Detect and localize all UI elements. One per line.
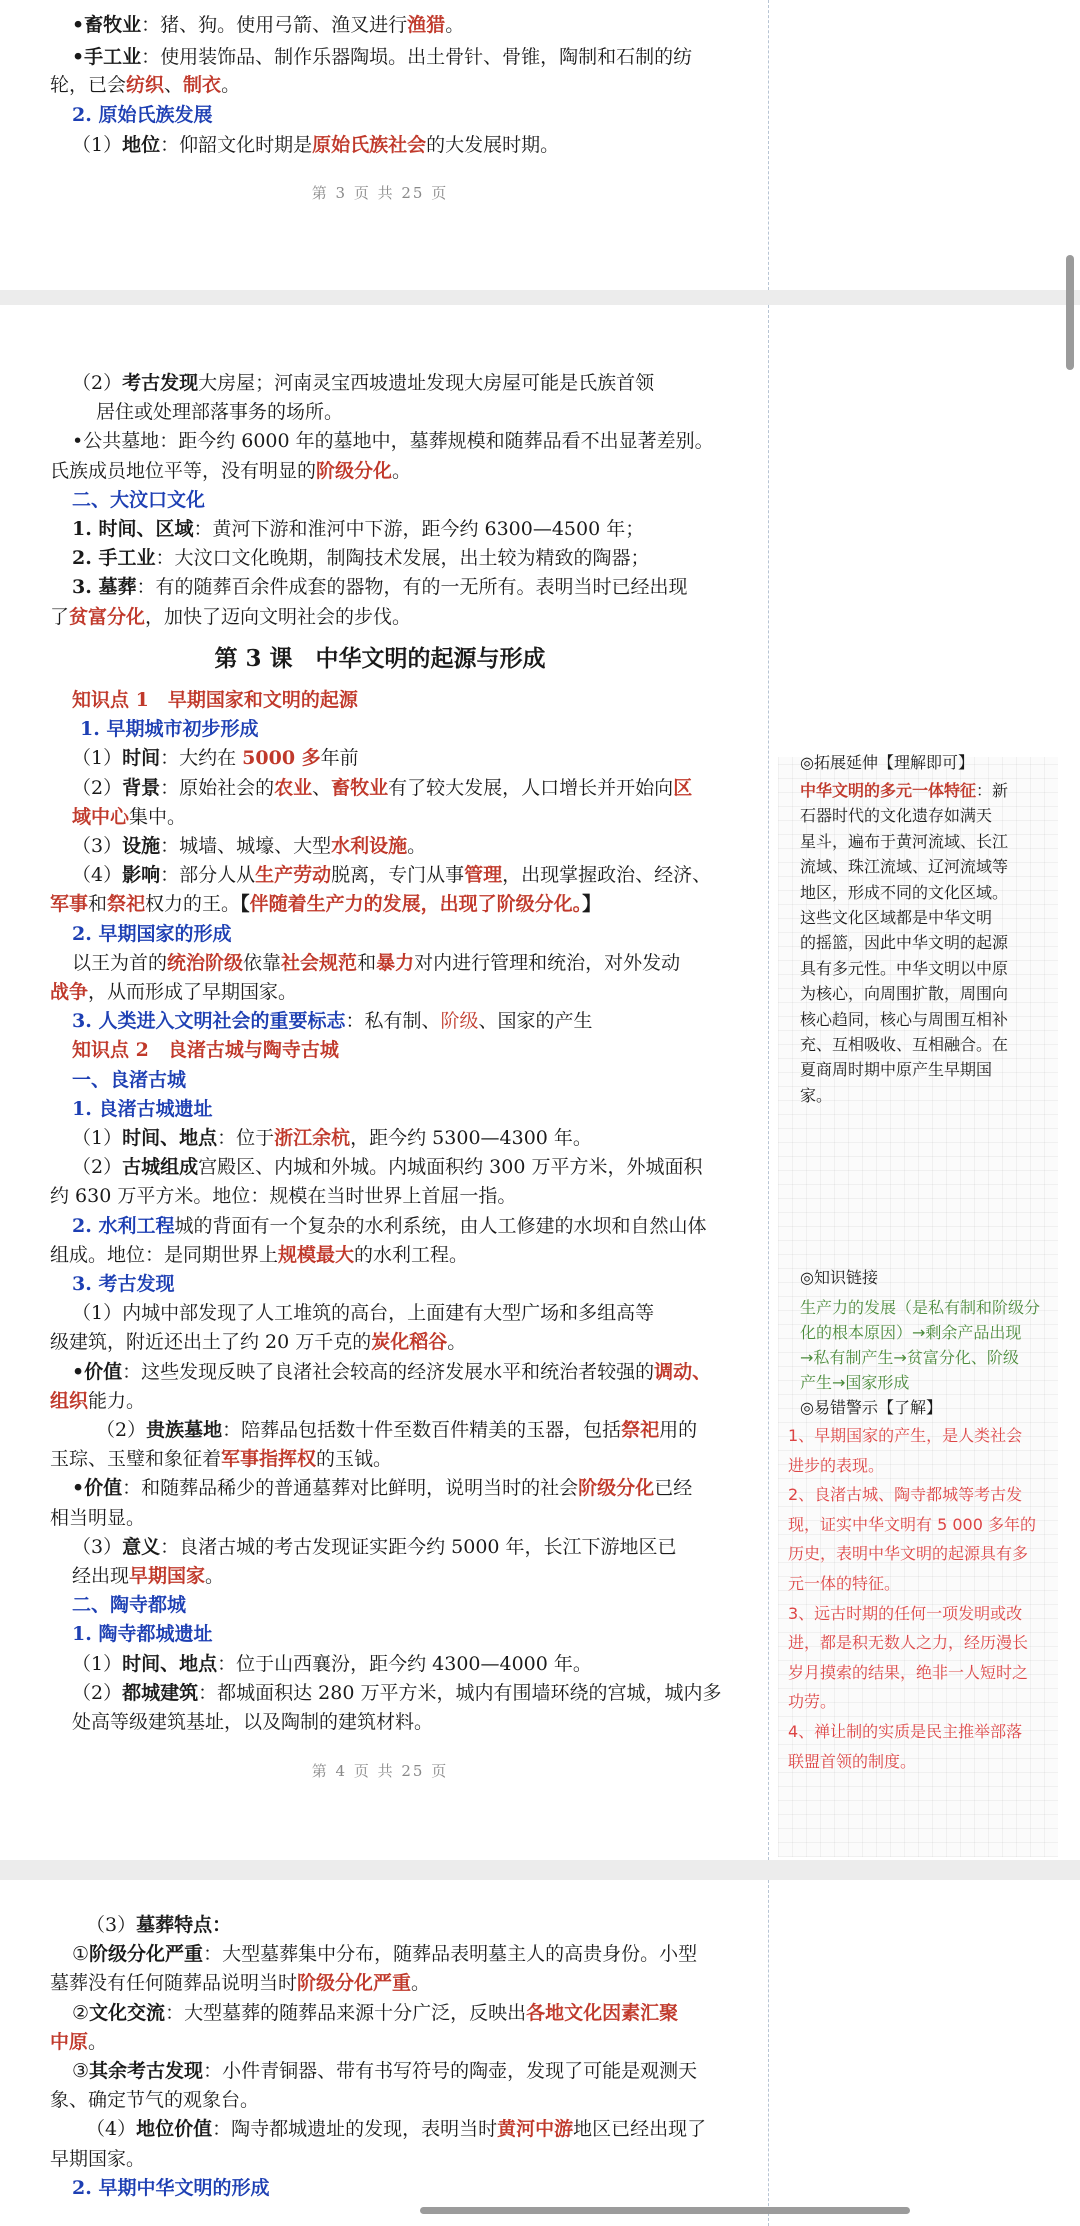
text-run: →私有制产生→贫富分化、阶级 [800, 1348, 1019, 1367]
text-run: 、 [164, 74, 184, 96]
text-run: 2. 早期国家的形成 [72, 922, 232, 945]
text-run: （1） [72, 1127, 123, 1149]
text-run: 用的 [659, 1419, 698, 1441]
text-run: 星斗，遍布于黄河流域、长江 [800, 831, 1009, 851]
text-run: （2） [72, 776, 123, 799]
text-line [72, 1359, 832, 1385]
text-run: 调动、 [654, 1360, 712, 1383]
text-run: 地位价值 [136, 2118, 213, 2141]
text-line [788, 1512, 1036, 1538]
text-run: 知识点 2 良渚古城与陶寺古城 [72, 1039, 339, 1062]
text-run: 军事指挥权 [221, 1448, 317, 1471]
text-run: 家。 [800, 1085, 833, 1105]
text-line [72, 2058, 832, 2084]
text-line [788, 1749, 916, 1775]
text-run: 阶级分化 [578, 1477, 655, 1500]
text-line [50, 2029, 810, 2055]
text-line [72, 1592, 832, 1618]
text-run: 历史，表明中华文明的起源具有多 [788, 1544, 1029, 1564]
text-run: 联盟首领的制度。 [788, 1751, 917, 1771]
text-run: ① [72, 1943, 90, 1966]
text-run: 3. 人类进入文明社会的重要标志 [72, 1010, 346, 1033]
text-run: 祭祀 [621, 1419, 660, 1441]
text-run: 生产力的发展（是私有制和阶级分 [800, 1298, 1041, 1317]
text-line [788, 1660, 1028, 1686]
text-run: ：位于山西襄汾，距今约 4300—4000 年。 [217, 1652, 592, 1675]
text-run: 年前 [320, 747, 359, 770]
text-line [788, 1689, 836, 1715]
text-line [72, 1651, 832, 1677]
text-run: 统治阶级 [167, 951, 244, 974]
text-run: 大房屋；河南灵宝西坡遗址发现大房屋可能是氏族首领 [198, 372, 655, 394]
text-run: 2. 原始氏族发展 [72, 104, 213, 126]
text-run: ：黄河下游和淮河中下游，距今约 6300—4500 年； [193, 518, 645, 540]
text-run: 产生→国家形成 [800, 1373, 910, 1392]
text-run: ： [212, 1914, 232, 1936]
text-run: 一、良渚古城 [72, 1068, 187, 1091]
horizontal-scrollbar[interactable] [420, 2207, 910, 2214]
text-line [800, 1007, 1008, 1033]
text-run: 阶级分化严重 [89, 1943, 204, 1966]
text-line [72, 1475, 832, 1501]
text-line [72, 1037, 832, 1063]
text-line [72, 1709, 832, 1735]
text-line [72, 2000, 832, 2026]
text-line [800, 1320, 1021, 1346]
text-run: 功劳。 [788, 1692, 837, 1712]
text-run: 地区已经出现了 [573, 2118, 707, 2141]
text-run: 墓葬特点 [136, 1914, 213, 1936]
text-run: 各地文化因素汇聚 [526, 2001, 679, 2024]
section-heading [72, 487, 832, 513]
text-run: 以王为首的 [72, 951, 168, 974]
text-run: ，加快了迈向文明社会的步伐。 [145, 605, 412, 628]
text-line [800, 778, 1008, 804]
text-run: 伴随着生产力的发展，出现了阶级分化。 [249, 893, 583, 916]
text-run: 充、互相吸收、互相融合。在 [800, 1035, 1009, 1054]
text-run: 阶级分化严重 [297, 1972, 412, 1995]
text-line [800, 854, 1008, 880]
text-line [50, 1329, 810, 1355]
text-run: （2） [72, 1156, 123, 1179]
text-line [72, 1008, 832, 1034]
lesson-title: 第 3 课 中华文明的起源与形成 [214, 645, 546, 672]
text-run: 2. 早期中华文明的形成 [72, 2176, 270, 2199]
text-run: 纺织 [126, 74, 165, 96]
text-run: 【 [240, 893, 250, 916]
text-run: ：大型墓葬的随葬品来源十分广泛，反映出 [165, 2001, 527, 2024]
text-line [72, 1941, 832, 1967]
text-run: 时间 [122, 747, 161, 770]
text-run: 1. 早期城市初步形成 [80, 718, 259, 741]
text-run: 氏族成员地位平等，没有明显的 [50, 459, 317, 482]
text-line [72, 12, 832, 38]
text-run: 化的根本原因）→剩余产品出现 [800, 1323, 1022, 1342]
text-run: ：大约在 [160, 747, 243, 770]
text-run: （1）内城中部发现了人工堆筑的高台，上面建有大型广场和多组高等 [72, 1302, 655, 1325]
text-line [800, 905, 992, 931]
text-line [788, 1423, 1022, 1449]
text-line [800, 1345, 1019, 1371]
page-footer: 第 3 页 共 25 页 [311, 184, 449, 202]
text-run: ：大汶口文化晚期，制陶技术发展，出土较为精致的陶器； [155, 547, 650, 570]
text-run: ：私有制、 [345, 1010, 441, 1033]
text-run: 社会规范 [281, 951, 358, 974]
text-run: ：这些发现反映了良渚社会较高的经济发展水平和统治者较强的 [122, 1360, 655, 1383]
text-run: 水利设施 [331, 835, 408, 857]
text-line [800, 981, 1008, 1007]
text-run: 阶级 [440, 1010, 479, 1033]
text-run: ，出现掌握政治、经济、 [502, 864, 712, 887]
text-line [50, 1970, 810, 1996]
text-run: 2. 手工业 [72, 547, 156, 570]
side-note-heading: ◎拓展延伸【理解即可】 [800, 753, 974, 772]
text-run: 进，都是积无数人之力，经历漫长 [788, 1633, 1029, 1653]
text-line [50, 604, 810, 630]
text-line [788, 1601, 1022, 1627]
text-run: （1） [72, 134, 123, 156]
text-run: 渔猎 [407, 14, 446, 36]
text-line [72, 1680, 832, 1706]
text-run: 其余考古发现 [89, 2060, 204, 2082]
text-run: 农业 [274, 776, 313, 799]
text-line [72, 1067, 832, 1093]
text-run: 。 [221, 74, 241, 96]
text-run: 。 [205, 1565, 225, 1587]
text-run: 为核心，向周围扩散，周围向 [800, 984, 1009, 1004]
text-run: 核心趋同，核心与周围互相补 [800, 1009, 1009, 1029]
text-run: 。 [407, 835, 427, 857]
text-line [50, 1242, 810, 1268]
text-run: ，距今约 5300—4300 年。 [350, 1127, 592, 1149]
text-run: 依靠 [243, 951, 282, 974]
text-line [800, 1370, 909, 1396]
text-run: •价值 [72, 1360, 123, 1383]
text-line [72, 370, 832, 396]
text-line [72, 574, 832, 600]
text-run: 处高等级建筑基址，以及陶制的建筑材料。 [72, 1711, 434, 1733]
text-run: 、国家的产生 [478, 1010, 593, 1033]
text-run: （2） [72, 372, 123, 394]
text-run: 生产劳动 [255, 864, 332, 887]
text-line [800, 1083, 832, 1109]
text-line [50, 2087, 810, 2113]
text-run: 有了较大发展，人口增长并开始向 [388, 776, 674, 799]
text-run: 的摇篮，因此中华文明的起源 [800, 933, 1009, 953]
text-line [80, 716, 840, 742]
text-run: （2） [96, 1419, 147, 1441]
text-run: ：都城面积达 280 万平方米，城内有围墙环绕的宫城，城内多 [198, 1681, 722, 1704]
text-run: 组织 [50, 1389, 89, 1412]
text-line [72, 516, 832, 542]
text-run: 炭化稻谷 [371, 1331, 448, 1354]
text-run: 阶级分化 [316, 459, 393, 482]
text-run: 权力的王。 [145, 893, 241, 916]
text-line [72, 1300, 832, 1326]
text-run: 都城建筑 [122, 1681, 199, 1704]
text-run: 影响 [122, 864, 161, 887]
text-run: 中原 [50, 2030, 89, 2053]
text-run: ：良渚古城的考古发现证实距今约 5000 年，长江下游地区已 [160, 1535, 677, 1558]
text-run: 相当明显。 [50, 1506, 146, 1529]
text-run: 贵族墓地 [146, 1419, 223, 1441]
text-run: 。 [392, 459, 412, 482]
text-run: 制衣 [183, 74, 222, 96]
text-run: 轮，已会 [50, 74, 127, 96]
vertical-scrollbar[interactable] [1066, 255, 1074, 370]
text-run: （1） [72, 1652, 123, 1675]
text-run: 。 [445, 14, 465, 36]
text-line [72, 804, 832, 830]
text-run: （2） [72, 1681, 123, 1704]
text-run: •价值 [72, 1477, 123, 1500]
text-run: 和 [88, 893, 108, 916]
text-run: 对内进行管理和统治，对外发动 [414, 951, 681, 974]
text-run: 。 [411, 1972, 431, 1995]
text-line [72, 1125, 832, 1151]
text-run: 贫富分化 [69, 605, 146, 628]
text-run: 1. 良渚古城遗址 [72, 1097, 213, 1120]
text-line [72, 1271, 832, 1297]
text-run: 流域、珠江流域、辽河流域等 [800, 857, 1009, 877]
text-run: 。 [447, 1331, 467, 1354]
text-run: （4） [72, 864, 123, 887]
text-run: 。 [88, 2030, 108, 2053]
text-line [72, 833, 832, 859]
text-run: 进步的表现。 [788, 1455, 885, 1475]
text-run: 2. 水利工程 [72, 1214, 175, 1237]
text-run: 现，证实中华文明有 5 000 多年的 [788, 1514, 1036, 1534]
text-run: 区 [673, 776, 693, 799]
text-line [72, 687, 832, 713]
text-run: 知识点 1 早期国家和文明的起源 [72, 689, 358, 711]
text-line [800, 1032, 1008, 1058]
text-run: ：陪葬品包括数十件至数百件精美的玉器，包括 [222, 1419, 622, 1441]
text-run: •畜牧业 [72, 14, 142, 36]
text-line [72, 745, 832, 771]
text-run: 设施 [122, 835, 161, 857]
text-run: 3. 墓葬 [72, 576, 137, 599]
section-heading [72, 102, 832, 128]
text-run: （1） [72, 747, 123, 770]
text-run: 夏商周时期中原产生早期国 [800, 1060, 993, 1080]
text-line [800, 803, 992, 829]
text-run: 2、良渚古城、陶寺都城等考古发 [788, 1485, 1023, 1505]
text-run: 意义 [122, 1535, 161, 1558]
text-run: 黄河中游 [497, 2118, 574, 2141]
text-line [72, 921, 832, 947]
text-run: 规模最大 [278, 1243, 355, 1266]
text-run: 经出现 [72, 1565, 130, 1587]
text-line [72, 1563, 832, 1589]
text-run: ，从而形成了早期国家。 [88, 981, 298, 1003]
text-run: 3. 考古发现 [72, 1273, 175, 1295]
text-line [86, 2116, 846, 2142]
text-run: 二、陶寺都城 [72, 1594, 187, 1617]
text-run: ：原始社会的 [160, 776, 275, 799]
text-run: ：仰韶文化时期是 [160, 134, 313, 156]
text-run: 象、确定节气的观象台。 [50, 2089, 260, 2112]
text-run: ：部分人从 [160, 864, 256, 887]
text-line [800, 829, 1008, 855]
text-run: 元一体的特征。 [788, 1574, 901, 1593]
text-line [788, 1541, 1028, 1567]
text-run: 畜牧业 [331, 776, 389, 799]
text-line [50, 2146, 810, 2172]
side-note-heading: ◎知识链接 [800, 1268, 878, 1287]
text-line [72, 2175, 832, 2201]
text-run: ② [72, 2001, 90, 2024]
text-line [72, 44, 832, 70]
text-run: ：位于 [217, 1127, 275, 1149]
text-run: 文化交流 [89, 2001, 166, 2024]
text-run: ：城墙、城壕、大型 [160, 835, 332, 857]
text-line [72, 1096, 832, 1122]
text-run: 原始氏族社会 [312, 134, 427, 156]
text-run: 1. 时间、区域 [72, 518, 194, 540]
text-line [800, 1057, 992, 1083]
text-run: ③ [72, 2060, 90, 2082]
text-run: 的水利工程。 [354, 1243, 469, 1266]
text-run: 脱离，专门从事 [331, 864, 465, 887]
document-page-3 [0, 0, 1080, 290]
text-run: 1. 陶寺都城遗址 [72, 1623, 213, 1646]
text-run: 时间、地点 [122, 1127, 218, 1149]
text-line [50, 1505, 810, 1531]
text-run: 4、禅让制的实质是民主推举部落 [788, 1722, 1023, 1741]
text-line [50, 891, 810, 917]
text-line [86, 1912, 846, 1938]
text-run: 和 [357, 951, 377, 974]
text-line [50, 458, 810, 484]
text-run: 城的背面有一个复杂的水利系统，由人工修建的水坝和自然山体 [174, 1214, 707, 1237]
text-run: 居住或处理部落事务的场所。 [96, 401, 344, 424]
text-run: 早期国家 [129, 1565, 206, 1587]
text-line [72, 132, 832, 158]
text-line [788, 1630, 1028, 1656]
text-run: 组成。地位：是同期世界上 [50, 1243, 279, 1266]
text-line [72, 1621, 832, 1647]
text-line [72, 775, 832, 801]
text-run: 背景 [122, 776, 161, 799]
text-run: 二、大汶口文化 [72, 488, 206, 511]
document-page-4 [0, 305, 1080, 1860]
text-run: 暴力 [376, 951, 415, 974]
text-run: 约 630 万平方米。地位：规模在当时世界上首屈一指。 [50, 1185, 517, 1208]
text-run: （3） [72, 1535, 123, 1558]
text-run: 古城组成 [122, 1156, 199, 1179]
text-run: 墓葬没有任何随葬品说明当时 [50, 1972, 298, 1995]
text-line [800, 1295, 1040, 1321]
text-run: 石器时代的文化遗存如满天 [800, 806, 993, 826]
text-run: 军事 [50, 893, 89, 916]
text-run: （3） [72, 835, 123, 857]
text-run: ：大型墓葬集中分布，随葬品表明墓主人的高贵身份。小型 [203, 1943, 698, 1966]
text-run: 的玉钺。 [316, 1448, 393, 1471]
text-run: ：新 [976, 781, 1009, 800]
text-run: ：小件青铜器、带有书写符号的陶壶，发现了可能是观测天 [203, 2060, 698, 2082]
text-run: 1、早期国家的产生，是人类社会 [788, 1426, 1023, 1445]
text-run: 】 [582, 893, 602, 916]
text-run: 祭祀 [107, 893, 146, 916]
text-run: 玉琮、玉璧和象征着 [50, 1448, 222, 1471]
text-run: 集中。 [129, 805, 187, 828]
text-line [50, 1446, 810, 1472]
text-run: 早期国家。 [50, 2147, 146, 2170]
text-run: 管理 [464, 864, 503, 887]
text-run: 时间、地点 [122, 1652, 218, 1675]
text-run: ：猪、狗。使用弓箭、渔叉进行 [141, 14, 408, 36]
text-run: 战争 [50, 981, 89, 1003]
text-line [788, 1719, 1022, 1745]
text-line [72, 428, 832, 454]
text-run: 具有多元性。中华文明以中原 [800, 958, 1009, 978]
text-line [72, 1534, 832, 1560]
text-run: 3、远古时期的任何一项发明或改 [788, 1603, 1023, 1623]
text-line [800, 880, 1008, 906]
text-run: •公共墓地：距今约 6000 年的墓地中，墓葬规模和随葬品看不出显著差别。 [72, 430, 714, 453]
text-line [72, 1213, 832, 1239]
text-run: 浙江余杭 [274, 1127, 351, 1149]
text-run: 这些文化区域都是中华文明 [800, 908, 993, 927]
text-run: （3） [86, 1914, 137, 1936]
text-run: （4） [86, 2118, 137, 2141]
text-line [72, 545, 832, 571]
text-line [50, 979, 810, 1005]
text-run: ：使用装饰品、制作乐器陶埙。出土骨针、骨锥，陶制和石制的纺 [141, 46, 693, 68]
text-run: 已经 [654, 1477, 693, 1500]
text-line [800, 956, 1008, 982]
text-run: 域中心 [72, 805, 130, 828]
text-run: 岁月摸索的结果，绝非一人短时之 [788, 1662, 1029, 1682]
text-line [800, 930, 1008, 956]
document-page-5 [0, 1880, 1080, 2226]
text-run: ：有的随葬百余件成套的器物，有的一无所有。表明当时已经出现 [136, 576, 688, 599]
text-run: 5000 多 [242, 747, 321, 770]
text-line [50, 72, 810, 98]
text-line [72, 862, 832, 888]
text-run: 地位 [122, 134, 161, 156]
text-line [788, 1571, 900, 1597]
text-run: ：陶寺都城遗址的发现，表明当时 [212, 2118, 498, 2141]
side-note-heading: ◎易错警示【了解】 [800, 1398, 942, 1417]
text-line [50, 1183, 810, 1209]
text-run: 能力。 [88, 1389, 146, 1412]
text-line [788, 1482, 1022, 1508]
text-run: 的大发展时期。 [426, 134, 560, 156]
text-run: 、 [312, 776, 332, 799]
text-line [96, 1417, 856, 1443]
text-run: 宫殿区、内城和外城。内城面积约 300 万平方米，外城面积 [198, 1156, 703, 1179]
text-line [72, 950, 832, 976]
text-run: 中华文明的多元一体特征 [800, 781, 977, 800]
text-run: 地区，形成不同的文化区域。 [800, 882, 1009, 902]
text-run: ：和随葬品稀少的普通墓葬对比鲜明，说明当时的社会 [122, 1477, 579, 1500]
text-run: 级建筑，附近还出土了约 20 万千克的 [50, 1331, 372, 1354]
text-run: 考古发现 [122, 372, 199, 394]
text-line [788, 1453, 884, 1479]
text-run: •手工业 [72, 46, 142, 68]
text-run: 了 [50, 605, 70, 628]
text-line [72, 1154, 832, 1180]
page-footer: 第 4 页 共 25 页 [311, 1762, 449, 1780]
text-line [50, 1388, 810, 1414]
text-line [96, 399, 856, 425]
